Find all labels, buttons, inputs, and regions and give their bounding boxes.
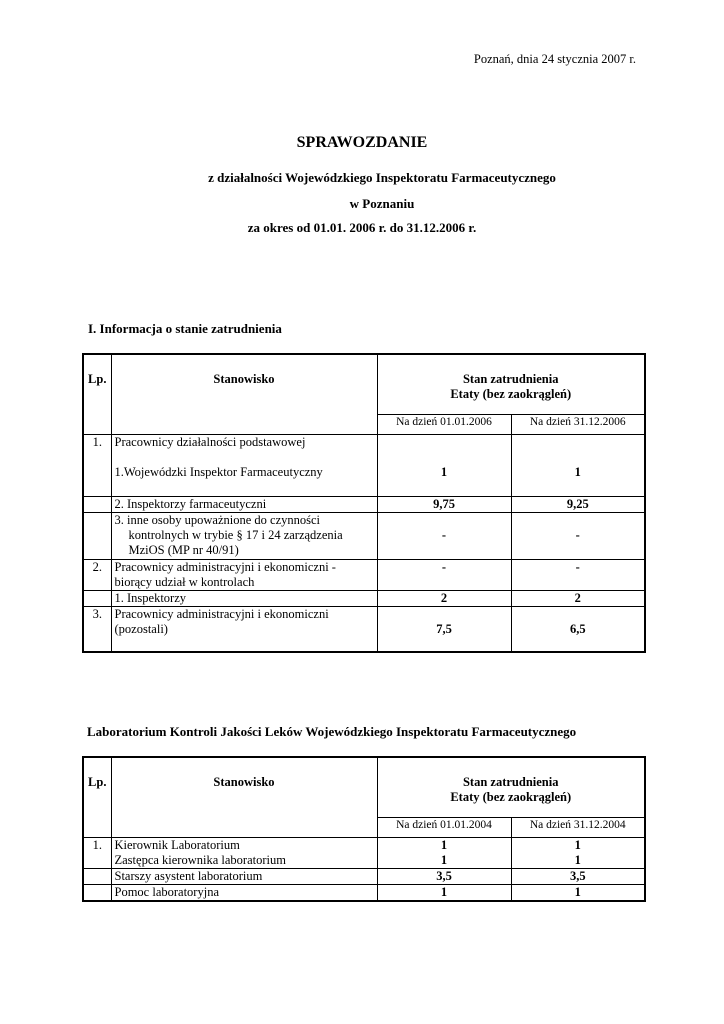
col-header-state-line2: Etaty (bez zaokrągleń) — [450, 790, 572, 804]
row-value-1: 2 — [377, 590, 511, 606]
row-value-1: 1 — [377, 434, 511, 496]
table-row — [83, 606, 645, 652]
row-value-1a: 1 — [440, 837, 448, 852]
table-row — [83, 559, 645, 590]
row-value-1b: 1 — [440, 852, 448, 867]
row-position-line2: (pozostali) — [114, 621, 168, 636]
row-value-1: 1 — [377, 884, 511, 901]
row-value-1: 3,5 — [377, 868, 511, 884]
row-position — [111, 837, 377, 868]
row-value-2 — [511, 837, 645, 868]
table-row — [83, 884, 645, 901]
row-lp: 1. — [83, 434, 111, 496]
date-line: Poznań, dnia 24 stycznia 2007 r. — [473, 52, 636, 66]
col-header-position: Stanowisko — [111, 354, 377, 434]
row-lp: 1. — [83, 837, 111, 868]
row-position-line1: Pracownicy administracyjni i ekonomiczni — [114, 606, 329, 621]
row-value-2: 1 — [511, 884, 645, 901]
row-value-1: 7,5 — [377, 606, 511, 652]
row-position — [111, 512, 377, 559]
row-position-main: Pracownicy działalności podstawowej — [114, 434, 306, 449]
row-value-2: - — [511, 512, 645, 559]
row-value-2: 6,5 — [511, 606, 645, 652]
table-row — [83, 837, 645, 868]
row-position — [111, 606, 377, 652]
col-header-state — [377, 354, 645, 414]
row-position — [111, 434, 377, 496]
row-position: 2. Inspektorzy farmaceutyczni — [111, 496, 377, 512]
row-value-1: 9,75 — [377, 496, 511, 512]
col-header-state-line1: Stan zatrudnienia — [462, 775, 559, 789]
row-lp: 2. — [83, 559, 111, 590]
col-header-state-line2: Etaty (bez zaokrągleń) — [450, 387, 572, 401]
row-position-line2: Zastępca kierownika laboratorium — [114, 852, 286, 867]
row-lp: 3. — [83, 606, 111, 652]
table-row — [83, 496, 645, 512]
col-header-lp: Lp. — [83, 757, 111, 837]
laboratory-table — [82, 756, 646, 902]
section-heading-laboratory: Laboratorium Kontroli Jakości Leków Wojewódzkiego Inspektoratu Farmaceutycznego — [87, 724, 577, 739]
table-row — [83, 512, 645, 559]
col-header-date1: Na dzień 01.01.2004 — [377, 817, 511, 837]
row-value-2: - — [511, 559, 645, 590]
row-position: Pomoc laboratoryjna — [111, 884, 377, 901]
row-value-1 — [377, 837, 511, 868]
row-position-line1: 3. inne osoby upoważnione do czynności — [114, 512, 321, 527]
row-value-1: - — [377, 559, 511, 590]
row-position-line1: Kierownik Laboratorium — [114, 837, 240, 852]
row-value-2a: 1 — [574, 837, 581, 852]
subtitle-line-1: z działalności Wojewódzkiego Inspektoratu Farmaceutycznego — [208, 170, 556, 185]
row-position-sub: 1.Wojewódzki Inspektor Farmaceutyczny — [114, 464, 323, 479]
row-position-line3: MziOS (MP nr 40/91) — [128, 542, 239, 557]
row-position-line1: Pracownicy administracyjni i ekonomiczni - — [114, 559, 336, 574]
table-row — [83, 590, 645, 606]
row-position: 1. Inspektorzy — [111, 590, 377, 606]
row-position — [111, 559, 377, 590]
subtitle-line-2: w Poznaniu — [349, 196, 415, 211]
col-header-lp: Lp. — [83, 354, 111, 434]
row-position: Starszy asystent laboratorium — [111, 868, 377, 884]
row-value-2: 2 — [511, 590, 645, 606]
table-row — [83, 868, 645, 884]
row-value-2b: 1 — [574, 852, 581, 867]
col-header-state — [377, 757, 645, 817]
col-header-state-line1: Stan zatrudnienia — [462, 372, 559, 386]
col-header-position: Stanowisko — [111, 757, 377, 837]
col-header-date2: Na dzień 31.12.2006 — [511, 414, 645, 434]
row-value-2: 1 — [511, 434, 645, 496]
row-value-2: 9,25 — [511, 496, 645, 512]
table-row — [83, 434, 645, 496]
row-value-2: 3,5 — [511, 868, 645, 884]
employment-table — [82, 353, 646, 653]
col-header-date2: Na dzień 31.12.2004 — [511, 817, 645, 837]
col-header-date1: Na dzień 01.01.2006 — [377, 414, 511, 434]
row-position-line2: kontrolnych w trybie § 17 i 24 zarządzenia — [128, 527, 343, 542]
document-title: SPRAWOZDANIE — [296, 134, 428, 151]
section-heading-employment: I. Informacja o stanie zatrudnienia — [88, 321, 282, 336]
row-position-line2: biorący udział w kontrolach — [114, 574, 255, 589]
subtitle-line-3: za okres od 01.01. 2006 r. do 31.12.2006 r. — [247, 220, 477, 235]
row-value-1: - — [377, 512, 511, 559]
